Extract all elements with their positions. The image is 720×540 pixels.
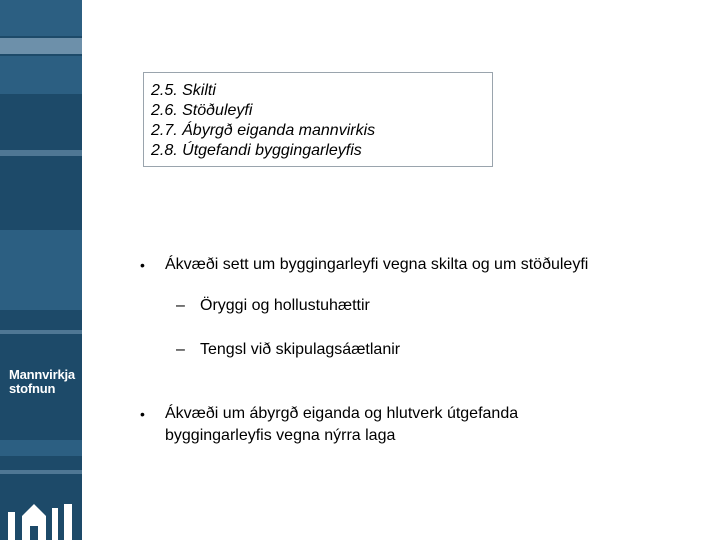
sidebar-band [0, 230, 82, 310]
toc-list [151, 81, 375, 161]
toc-item: 2.6. Stöðuleyfi [151, 102, 253, 119]
sidebar-band [0, 38, 82, 54]
bullet-text-line: byggingarleyfis vegna nýrra laga [165, 427, 396, 444]
sidebar-band [0, 150, 82, 156]
sub-bullet-marker: – [176, 297, 185, 314]
sidebar-band [0, 330, 82, 334]
logo-text [9, 368, 75, 396]
sidebar-band [0, 470, 82, 474]
sidebar [0, 0, 82, 540]
logo-line: Mannvirkja [9, 367, 75, 382]
toc-item: 2.7. Ábyrgð eiganda mannvirkis [151, 122, 376, 139]
sidebar-band [0, 56, 82, 94]
logo-line: stofnun [9, 381, 56, 396]
sidebar-band [0, 440, 82, 456]
toc-item: 2.5. Skilti [151, 82, 216, 99]
sub-bullet-text: Tengsl við skipulagsáætlanir [200, 341, 401, 358]
bullet-text [165, 403, 675, 447]
sidebar-band [0, 0, 82, 36]
bullet-marker: • [140, 257, 145, 273]
toc-box [143, 72, 493, 167]
bullet-text: Ákvæði sett um byggingarleyfi vegna skilta og um stöðuleyfi [165, 256, 589, 273]
bullet-text-line: Ákvæði um ábyrgð eiganda og hlutverk útgefanda [165, 405, 519, 422]
building-silhouette-icon [6, 498, 78, 540]
sub-bullet-text: Öryggi og hollustuhættir [200, 297, 370, 314]
toc-item: 2.8. Útgefandi byggingarleyfis [151, 142, 362, 159]
bullet-marker: • [140, 406, 145, 422]
sub-bullet-marker: – [176, 341, 185, 358]
